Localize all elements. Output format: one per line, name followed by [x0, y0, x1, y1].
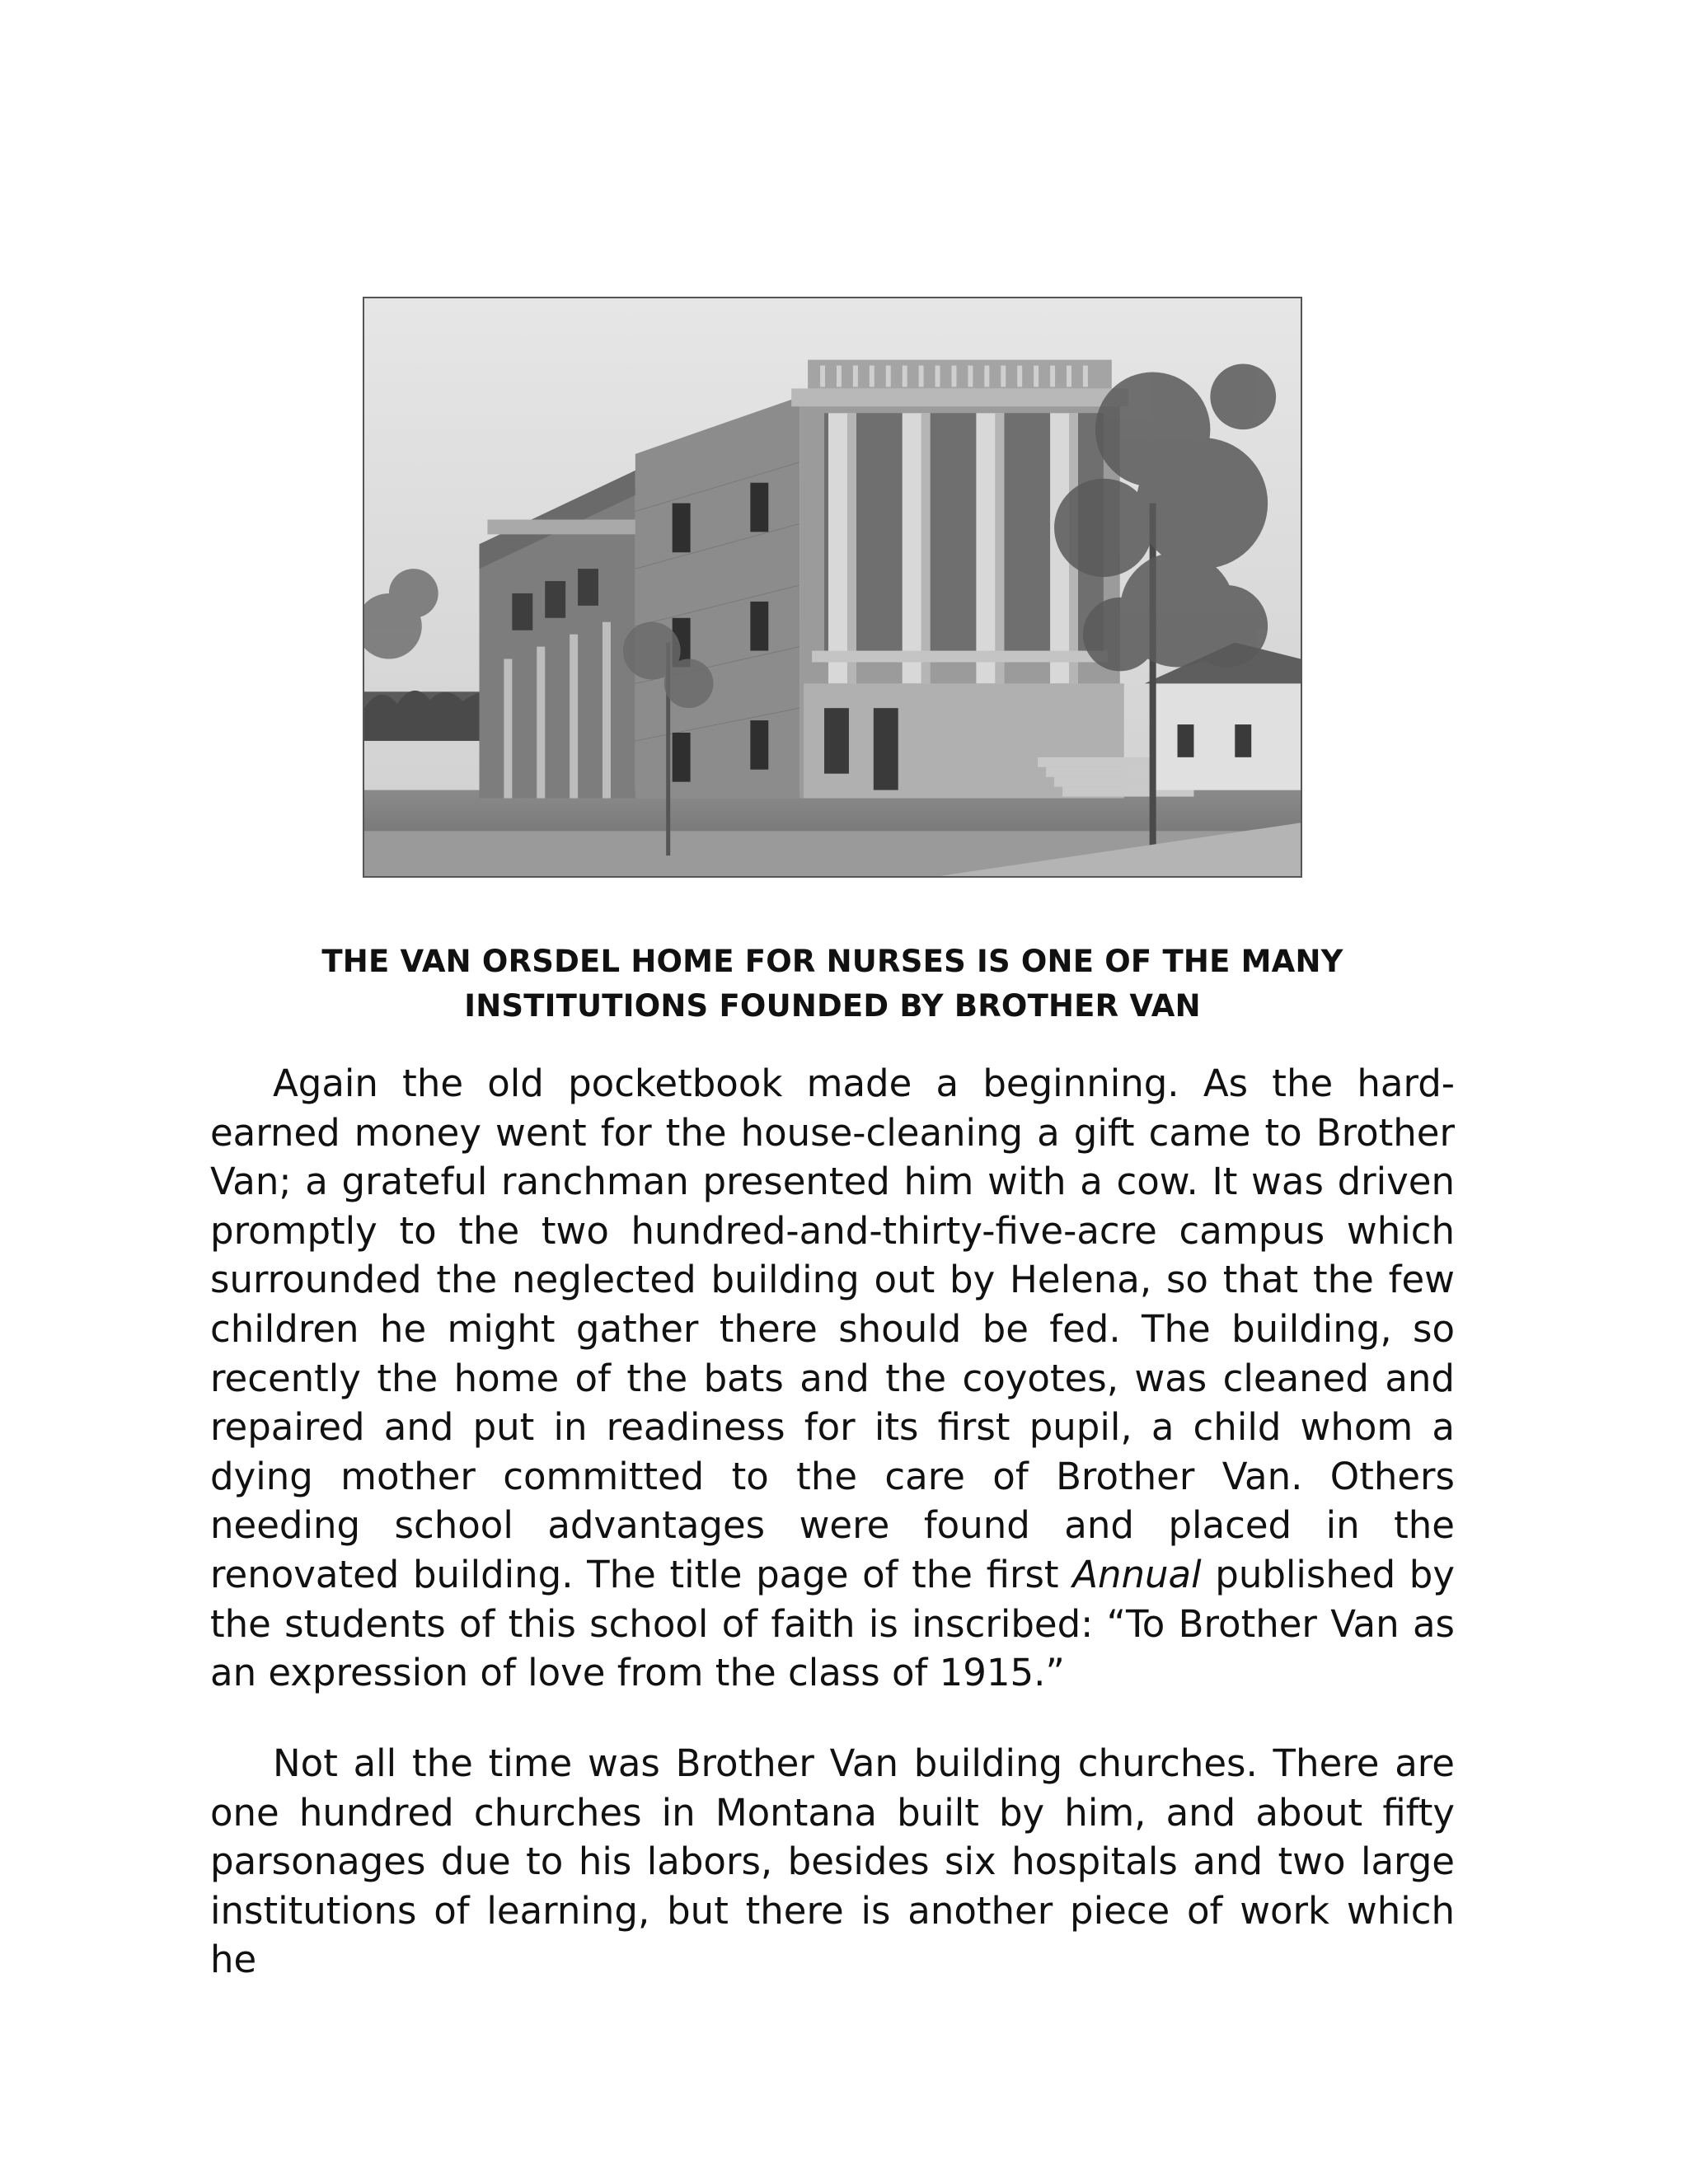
caption-line-1: THE VAN ORSDEL HOME FOR NURSES IS ONE OF THE MANY: [321, 944, 1343, 979]
caption-line-2: INSTITUTIONS FOUNDED BY BROTHER VAN: [464, 988, 1201, 1024]
paragraph-2: [210, 1739, 1455, 1985]
paragraph-1-text: [210, 1059, 1455, 1698]
paragraph-1: [210, 1059, 1455, 1698]
annual-italic: Annual: [1072, 1552, 1202, 1596]
paragraph-2-text: Not all the time was Brother Van building churches. There are one hundred churches in Montana built by him, and about fifty parsonages due to his labors, besides six hospitals and two large institutions of learning, but there is another piece of work which he: [210, 1741, 1455, 1982]
paragraph-1-part-2: published by the students of this school of faith is inscribed: “To Brother Van as an expression of love from the class of 1915.”: [210, 1552, 1455, 1695]
paragraph-1-part-1: Again the old pocketbook made a beginning. As the hard-earned money went for the house-cleaning a gift came to Brother Van; a grateful ranchman presented him with a cow. It was driven promptly to the two hundred-and-thirty-five-acre campus which surrounded the neglected building out by Helena, so that the few children he might gather there should be fed. The building, so recently the home of the bats and the coyotes, was cleaned and repaired and put in readiness for its first pupil, a child whom a dying mother committed to the care of Brother Van. Others needing school advantages were found and placed in the renovated building. The title page of the first: [210, 1062, 1455, 1596]
building-photo-illustration: [364, 298, 1301, 876]
photo-caption: [247, 940, 1418, 1029]
building-photograph: [363, 297, 1302, 878]
